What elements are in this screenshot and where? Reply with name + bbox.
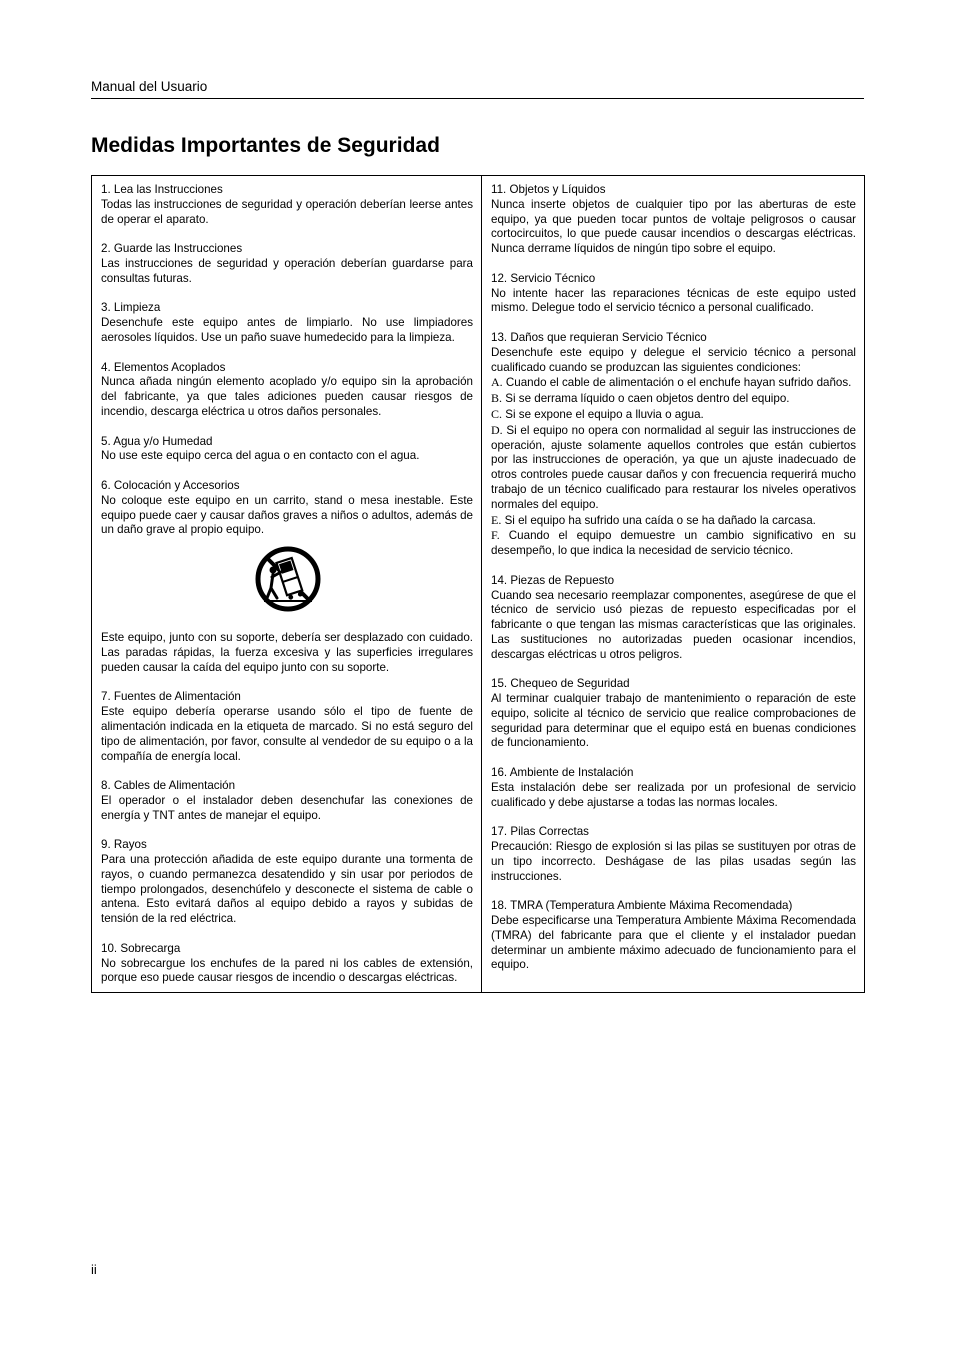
- section-16: [491, 766, 856, 810]
- condition-item: [491, 391, 856, 407]
- item-text: Cuando el cable de alimentación o el enchufe hayan sufrido daños.: [505, 376, 852, 390]
- section-body: Al terminar cualquier trabajo de mantenimiento o reparación de este equipo, solicite al técnico de servicio que realice comprobaciones de seguridad para determinar que el equipo está en buenas condiciones de funcionamiento.: [491, 692, 856, 750]
- section-heading: 6. Colocación y Accesorios: [101, 478, 240, 492]
- section-body: No sobrecargue los enchufes de la pared ni los cables de extensión, porque eso puede causar riesgos de incendio o descargas eléctricas.: [101, 956, 473, 985]
- page-number: ii: [91, 1262, 97, 1277]
- section-body: Todas las instrucciones de seguridad y operación deberían leerse antes de operar el aparato.: [101, 197, 473, 226]
- item-text: Cuando el equipo demuestre un cambio significativo en su desempeño, lo que indica la necesidad de servicio técnico.: [491, 529, 856, 558]
- section-6: [101, 479, 473, 538]
- section-4: [101, 361, 473, 420]
- section-17: [491, 825, 856, 884]
- section-body: Nunca añada ningún elemento acoplado y/o equipo sin la aprobación del fabricante, ya que tales adiciones pueden causar riesgos de incendio, descarga eléctrica u otros daños personales.: [101, 375, 473, 418]
- item-letter: A.: [491, 375, 503, 390]
- section-heading: 16. Ambiente de Instalación: [491, 766, 634, 780]
- item-letter: B.: [491, 391, 503, 406]
- condition-item: [491, 423, 856, 513]
- item-letter: F.: [491, 528, 500, 543]
- item-text: Si el equipo ha sufrido una caída o se ha dañado la carcasa.: [504, 513, 816, 527]
- section-body: Debe especificarse una Temperatura Ambiente Máxima Recomendada (TMRA) del fabricante para que el cliente y el instalador puedan determinar un ambiente máximo adecuado de funcionamiento para el equipo.: [491, 914, 856, 972]
- section-15: [491, 677, 856, 751]
- section-body: Este equipo, junto con su soporte, debería ser desplazado con cuidado. Las paradas rápidas, la fuerza excesiva y las superficies irregulares pueden causar la caída del equipo junto con su soporte.: [101, 631, 473, 674]
- page-title: Medidas Importantes de Seguridad: [91, 134, 440, 157]
- section-heading: 18. TMRA (Temperatura Ambiente Máxima Recomendada): [491, 899, 793, 913]
- section-18: [491, 899, 856, 973]
- condition-item: [491, 407, 856, 423]
- cart-tip-over-warning-icon: [255, 546, 321, 612]
- item-letter: E.: [491, 512, 502, 527]
- section-heading: 9. Rayos: [101, 838, 147, 852]
- section-heading: 17. Pilas Correctas: [491, 825, 589, 839]
- section-body: Las instrucciones de seguridad y operación deberían guardarse para consultas futuras.: [101, 256, 473, 285]
- section-body: Cuando sea necesario reemplazar componentes, asegúrese de que el técnico de servicio usó piezas de repuesto especificadas por el fabricante o que tengan las mismas características que las originales. Las sustituciones no autorizadas pueden ocasionar incendios, descargas eléctricas u otros peligros.: [491, 588, 856, 661]
- safety-instructions-box: [91, 175, 865, 993]
- section-10: [101, 942, 473, 986]
- left-column: [92, 176, 482, 992]
- section-7: [101, 690, 473, 764]
- section-2: [101, 242, 473, 286]
- section-heading: 10. Sobrecarga: [101, 941, 181, 955]
- section-intro: Desenchufe este equipo y delegue el servicio técnico a personal cualificado cuando se produzcan las siguientes condiciones:: [491, 345, 856, 374]
- condition-item: [491, 528, 856, 559]
- item-text: Si el equipo no opera con normalidad al seguir las instrucciones de operación, ajuste solamente aquellos controles que están cubiertos por las instrucciones de operación, ya que un ajuste inadecuado de otros controles puede causar daños y con frecuencia requerirá mucho trabajo de un técnico cualificado para restaurar los niveles operativos normales del equipo.: [491, 423, 856, 511]
- cart-icon-container: [103, 546, 473, 612]
- section-body: No coloque este equipo en un carrito, stand o mesa inestable. Este equipo puede caer y causar daños graves a niños o adultos, además de un daño grave al propio equipo.: [101, 493, 473, 537]
- section-heading: 4. Elementos Acoplados: [101, 360, 226, 374]
- section-heading: 3. Limpieza: [101, 301, 161, 315]
- section-heading: 11. Objetos y Líquidos: [491, 183, 606, 196]
- section-body: No intente hacer las reparaciones técnicas de este equipo usted mismo. Delegue todo el servicio técnico a personal cualificado.: [491, 286, 856, 315]
- section-14: [491, 574, 856, 663]
- section-heading: 8. Cables de Alimentación: [101, 779, 236, 793]
- section-heading: 2. Guarde las Instrucciones: [101, 242, 243, 256]
- section-heading: 15. Chequeo de Seguridad: [491, 677, 630, 691]
- section-heading: 12. Servicio Técnico: [491, 271, 596, 285]
- section-body: El operador o el instalador deben desenchufar las conexiones de energía y TNT antes de manejar el equipo.: [101, 793, 473, 822]
- condition-item: [491, 375, 856, 391]
- section-heading: 5. Agua y/o Humedad: [101, 434, 213, 448]
- item-letter: D.: [491, 422, 503, 437]
- section-5: [101, 435, 473, 465]
- manual-title: Manual del Usuario: [91, 79, 208, 94]
- section-body: No use este equipo cerca del agua o en contacto con el agua.: [101, 449, 420, 463]
- item-letter: C.: [491, 406, 503, 421]
- section-heading: 7. Fuentes de Alimentación: [101, 690, 241, 704]
- cart-caution-note: [101, 631, 473, 675]
- section-body: Esta instalación debe ser realizada por un profesional de servicio cualificado y debe ajustarse a todas las normas locales.: [491, 780, 856, 809]
- item-text: Si se expone el equipo a lluvia o agua.: [505, 407, 704, 421]
- section-body: Para una protección añadida de este equipo durante una tormenta de rayos, o cuando permanezca desatendido y sin usar por periodos de tiempo prolongados, desenchúfelo y desconecte el sistema de cable o antena. Esto evitará daños al equipo debido a rayos y subidas de tensión de la red eléctrica.: [101, 853, 473, 926]
- item-text: Si se derrama líquido o caen objetos dentro del equipo.: [505, 392, 790, 406]
- page-header: [91, 78, 864, 99]
- section-body: Precaución: Riesgo de explosión si las pilas se sustituyen por otras de un tipo incorrecto. Deshágase de las pilas usadas según las instrucciones.: [491, 840, 856, 883]
- section-heading: 1. Lea las Instrucciones: [101, 183, 223, 196]
- section-heading: 14. Piezas de Repuesto: [491, 573, 615, 587]
- section-3: [101, 301, 473, 345]
- right-column: [482, 176, 864, 992]
- section-heading: 13. Daños que requieran Servicio Técnico: [491, 330, 707, 344]
- section-body: Este equipo debería operarse usando sólo el tipo de fuente de alimentación indicada en la etiqueta de marcado. Si no está seguro del tipo de alimentación, por favor, consulte al vendedor de su equipo o a la compañía de energía local.: [101, 705, 473, 763]
- section-body: Nunca inserte objetos de cualquier tipo por las aberturas de este equipo, ya que pueden tocar puntos de voltaje peligrosos o causar cortocircuitos, lo que puede causar incendios o descargas eléctricas. Nunca derrame líquidos de ningún tipo sobre el equipo.: [491, 197, 856, 256]
- section-8: [101, 779, 473, 823]
- section-13: [491, 331, 856, 559]
- condition-item: [491, 513, 856, 529]
- section-body: Desenchufe este equipo antes de limpiarlo. No use limpiadores aerosoles líquidos. Use un paño suave humedecido para la limpieza.: [101, 316, 473, 344]
- section-9: [101, 838, 473, 927]
- section-1: [101, 183, 473, 227]
- section-11: [491, 183, 856, 257]
- section-12: [491, 272, 856, 316]
